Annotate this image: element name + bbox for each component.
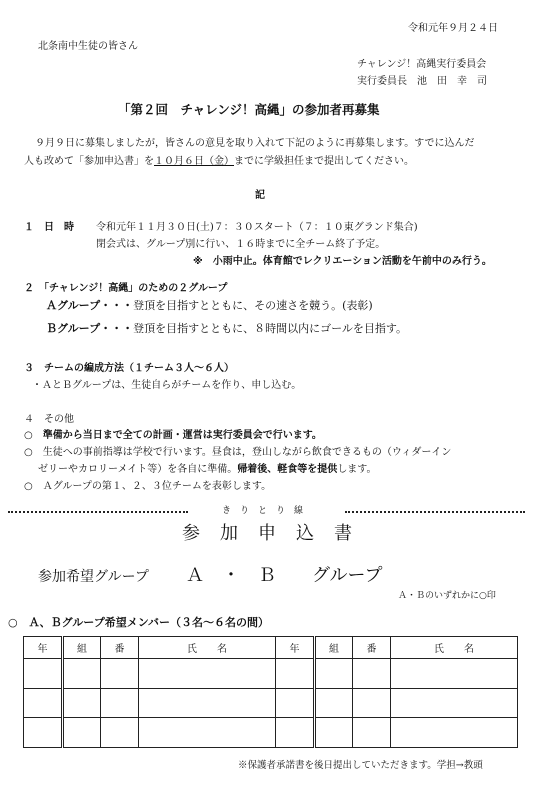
date: 令和元年９月２４日 bbox=[408, 23, 498, 34]
cut-line-left bbox=[8, 511, 188, 513]
cell-class[interactable] bbox=[63, 718, 101, 748]
members-table bbox=[23, 636, 518, 748]
cell-number[interactable] bbox=[353, 688, 391, 718]
cut-line-right bbox=[345, 511, 525, 513]
section-3-text: ・ＡとＢグループは、生徒自らがチームを作り、申し込む。 bbox=[32, 380, 302, 391]
page-title: 「第２回 チャレンジ！高縄」の参加者再募集 bbox=[118, 102, 380, 117]
cell-number[interactable] bbox=[353, 718, 391, 748]
group-a-label: Ａグループ・・・ bbox=[46, 299, 134, 312]
section-4-heading: ４ その他 bbox=[24, 414, 74, 425]
cell-year[interactable] bbox=[276, 718, 315, 748]
group-note: Ａ・Ｂのいずれかに○印 bbox=[398, 591, 496, 601]
table-row bbox=[24, 659, 518, 689]
cell-number[interactable] bbox=[101, 688, 139, 718]
section-1-closing: 閉会式は、グループ別に行い、１６時までに全チーム終了予定。 bbox=[96, 239, 386, 250]
group-a-text: 登頂を目指すとともに、その速さを競う。(表彰) bbox=[133, 299, 373, 312]
deadline: １０月６日（金） bbox=[154, 156, 234, 167]
col-class: 組 bbox=[63, 637, 101, 659]
section-4-item-3: ○ Ａグループの第１、２、３位チームを表彰します。 bbox=[24, 481, 272, 492]
cell-class[interactable] bbox=[63, 659, 101, 689]
cell-name[interactable] bbox=[139, 718, 276, 748]
group-b-label: Ｂグループ・・・ bbox=[46, 322, 134, 335]
cell-name[interactable] bbox=[391, 659, 518, 689]
cell-year[interactable] bbox=[276, 659, 315, 689]
section-4-item-1: ○ 準備から当日まで全ての計画・運営は実行委員会で行います。 bbox=[24, 430, 322, 441]
cell-class[interactable] bbox=[315, 659, 353, 689]
intro-text-end: までに学級担任まで提出してください。 bbox=[234, 156, 414, 167]
intro-line-2 bbox=[24, 152, 414, 167]
cell-year[interactable] bbox=[24, 688, 63, 718]
chairperson: 実行委員長 池 田 幸 司 bbox=[357, 76, 487, 87]
cell-number[interactable] bbox=[353, 659, 391, 689]
group-b-text: 登頂を目指すとともに、８時間以内にゴールを目指す。 bbox=[133, 322, 408, 335]
group-options: Ａ ・ Ｂ グループ bbox=[186, 565, 383, 586]
section-3-heading: ３ チームの編成方法（１チーム３人～６人） bbox=[24, 363, 234, 374]
cut-line-label: き り と り 線 bbox=[222, 506, 304, 516]
table-row bbox=[24, 688, 518, 718]
cell-class[interactable] bbox=[63, 688, 101, 718]
cell-name[interactable] bbox=[139, 659, 276, 689]
intro-text: 人も改めて「参加申込書」を bbox=[24, 156, 154, 167]
col-number-2: 番 bbox=[353, 637, 391, 659]
col-year: 年 bbox=[24, 637, 63, 659]
section-2-heading: ２ 「チャレンジ！高縄」のための２グループ bbox=[24, 283, 228, 294]
ki-heading: 記 bbox=[255, 190, 265, 201]
members-heading: ○ Ａ、Ｂグループ希望メンバー（３名～６名の間） bbox=[8, 616, 269, 629]
item-2b-end: します。 bbox=[337, 464, 377, 475]
cell-name[interactable] bbox=[391, 718, 518, 748]
group-selection-label: 参加希望グループ bbox=[38, 569, 149, 585]
col-number: 番 bbox=[101, 637, 139, 659]
cell-year[interactable] bbox=[276, 688, 315, 718]
cell-number[interactable] bbox=[101, 718, 139, 748]
table-row bbox=[24, 718, 518, 748]
cell-year[interactable] bbox=[24, 718, 63, 748]
item-2b-text: ゼリーやカロリーメイト等）を各自に準備。 bbox=[38, 464, 238, 475]
cell-year[interactable] bbox=[24, 659, 63, 689]
section-4-item-2a: ○ 生徒への事前指導は学校で行います。昼食は，登山しながら飲食できるもの（ウィダーイン bbox=[24, 447, 452, 458]
table-header-row bbox=[24, 637, 518, 659]
col-year-2: 年 bbox=[276, 637, 315, 659]
item-2b-bold: 帰着後、軽食等を提供 bbox=[237, 464, 338, 475]
section-4-item-2b bbox=[38, 460, 377, 475]
group-a-line bbox=[46, 297, 373, 313]
cell-name[interactable] bbox=[391, 688, 518, 718]
section-1-datetime: 令和元年１１月３０日(土)７：３０スタート（７：１０東グランド集合) bbox=[96, 222, 418, 233]
group-b-line bbox=[46, 320, 407, 336]
col-name-2: 氏 名 bbox=[391, 637, 518, 659]
organizer: チャレンジ！高縄実行委員会 bbox=[357, 59, 487, 70]
footer-note: ※保護者承諾書を後日提出していただきます。学担→教頭 bbox=[238, 760, 483, 771]
cell-number[interactable] bbox=[101, 659, 139, 689]
section-1-note: ※ 小雨中止。体育館でレクリエーション活動を午前中のみ行う。 bbox=[193, 256, 492, 267]
cell-class[interactable] bbox=[315, 688, 353, 718]
col-name: 氏 名 bbox=[139, 637, 276, 659]
intro-line-1: ９月９日に募集しましたが，皆さんの意見を取り入れて下記のように再募集します。すでに込んだ bbox=[35, 138, 475, 149]
col-class-2: 組 bbox=[315, 637, 353, 659]
addressee: 北条南中生徒の皆さん bbox=[38, 41, 138, 52]
section-1-heading: １ 日 時 bbox=[24, 222, 74, 233]
form-title: 参 加 申 込 書 bbox=[182, 523, 353, 544]
cell-name[interactable] bbox=[139, 688, 276, 718]
cell-class[interactable] bbox=[315, 718, 353, 748]
